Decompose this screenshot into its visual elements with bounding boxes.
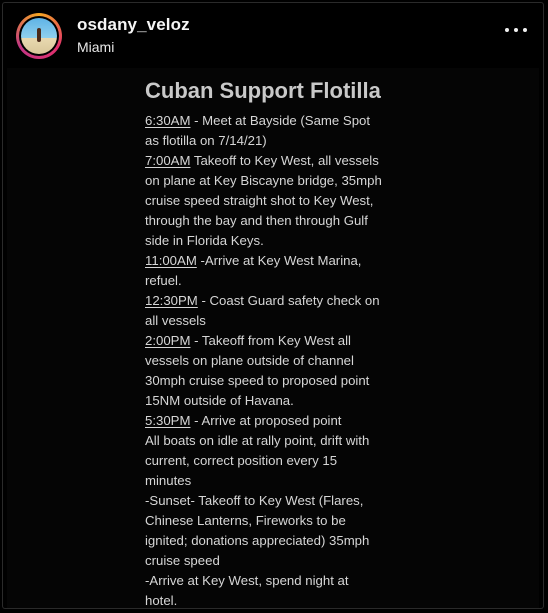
avatar-photo xyxy=(19,16,59,56)
schedule-text: refuel. xyxy=(145,273,182,288)
schedule-text: 30mph cruise speed to proposed point xyxy=(145,373,370,388)
instagram-post xyxy=(2,2,544,609)
schedule-text: - Takeoff from Key West all xyxy=(190,333,351,348)
schedule-line xyxy=(145,291,417,311)
schedule-time: 2:00PM xyxy=(145,333,191,348)
schedule-line xyxy=(145,471,417,491)
more-dot-icon xyxy=(514,28,518,32)
schedule-text: ignited; donations appreciated) 35mph xyxy=(145,533,370,548)
more-dot-icon xyxy=(523,28,527,32)
schedule-text: 15NM outside of Havana. xyxy=(145,393,294,408)
schedule-line xyxy=(145,411,417,431)
post-image[interactable] xyxy=(7,68,539,608)
schedule-line xyxy=(145,331,417,351)
location-tag[interactable]: Miami xyxy=(77,39,115,55)
schedule-line xyxy=(145,431,417,451)
schedule-time: 7:00AM xyxy=(145,153,191,168)
schedule-time: 5:30PM xyxy=(145,413,191,428)
schedule-line xyxy=(145,351,417,371)
more-dot-icon xyxy=(505,28,509,32)
schedule-line xyxy=(145,151,417,171)
username[interactable]: osdany_veloz xyxy=(77,15,190,34)
schedule-line xyxy=(145,131,417,151)
schedule-line xyxy=(145,271,417,291)
schedule-text: vessels on plane outside of channel xyxy=(145,353,354,368)
schedule-text: - Meet at Bayside (Same Spot xyxy=(190,113,371,128)
schedule-time: 11:00AM xyxy=(145,253,197,268)
schedule-text: cruise speed straight shot to Key West, xyxy=(145,193,374,208)
schedule-text: on plane at Key Biscayne bridge, 35mph xyxy=(145,173,382,188)
schedule-text: side in Florida Keys. xyxy=(145,233,264,248)
schedule-text: All boats on idle at rally point, drift with xyxy=(145,433,370,448)
more-options-button[interactable] xyxy=(505,25,527,35)
beach-photo-thumbnail xyxy=(21,18,57,54)
schedule-line xyxy=(145,371,417,391)
schedule-line xyxy=(145,111,417,131)
schedule-text: minutes xyxy=(145,473,192,488)
schedule-line xyxy=(145,491,417,511)
person-silhouette xyxy=(37,28,41,42)
schedule-text: Takeoff to Key West, all vessels xyxy=(190,153,379,168)
schedule-line xyxy=(145,531,417,551)
schedule-line xyxy=(145,211,417,231)
schedule-text: current, correct position every 15 xyxy=(145,453,338,468)
schedule-text: all vessels xyxy=(145,313,206,328)
flyer-schedule xyxy=(145,111,417,609)
schedule-line xyxy=(145,391,417,411)
schedule-text: cruise speed xyxy=(145,553,220,568)
schedule-line xyxy=(145,171,417,191)
schedule-line xyxy=(145,591,417,609)
schedule-text: -Arrive at Key West, spend night at xyxy=(145,573,349,588)
schedule-text: as flotilla on 7/14/21) xyxy=(145,133,267,148)
schedule-line xyxy=(145,571,417,591)
schedule-line xyxy=(145,311,417,331)
schedule-text: through the bay and then through Gulf xyxy=(145,213,368,228)
schedule-time: 12:30PM xyxy=(145,293,198,308)
schedule-text: Chinese Lanterns, Fireworks to be xyxy=(145,513,346,528)
schedule-text: - Arrive at proposed point xyxy=(190,413,342,428)
schedule-text: - Coast Guard safety check on xyxy=(197,293,380,308)
schedule-text: -Sunset- Takeoff to Key West (Flares, xyxy=(145,493,364,508)
schedule-line xyxy=(145,511,417,531)
schedule-text: -Arrive at Key West Marina, xyxy=(196,253,362,268)
schedule-line xyxy=(145,231,417,251)
post-header xyxy=(3,3,543,67)
schedule-line xyxy=(145,551,417,571)
schedule-line xyxy=(145,191,417,211)
schedule-line xyxy=(145,451,417,471)
schedule-text: hotel. xyxy=(145,593,178,608)
schedule-line xyxy=(145,251,417,271)
avatar[interactable] xyxy=(16,13,62,59)
flyer-title: Cuban Support Flotilla xyxy=(145,78,381,103)
schedule-time: 6:30AM xyxy=(145,113,191,128)
